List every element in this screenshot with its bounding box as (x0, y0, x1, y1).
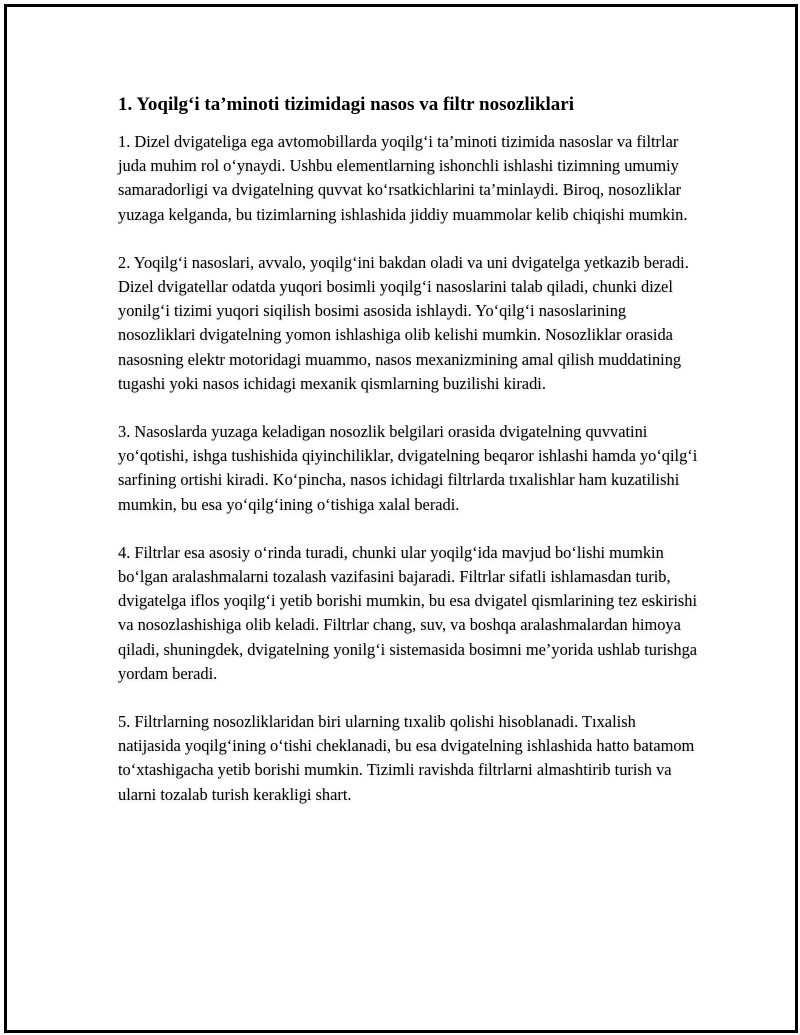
document-body (118, 92, 698, 831)
section-heading: 1. Yoqilg‘i ta’minoti tizimidagi nasos va filtr nosozliklari (118, 94, 575, 115)
paragraph-3: 3. Nasoslarda yuzaga keladigan nosozlik belgilari orasida dvigatelning quvvatini yo‘qotishi, ishga tushishida qiyinchiliklar, dvigatelning beqaror ishlashi hamda yo‘qilg‘i sarfining ortishi kiradi. Ko‘pincha, nasos ichidagi filtrlarda tıxalishlar ham kuzatilishi mumkin, bu esa yo‘qilg‘ining o‘tishiga xalal beradi. (118, 422, 698, 514)
paragraph-2: 2. Yoqilg‘i nasoslari, avvalo, yoqilg‘ini bakdan oladi va uni dvigatelga yetkazib beradi. Dizel dvigatellar odatda yuqori bosimli yoqilg‘i nasoslarini talab qiladi, chunki dizel yonilg‘i tizimi yuqori siqilish bosimi asosida ishlaydi. Yo‘qilg‘i nasoslarining nosozliklari dvigatelning yomon ishlashiga olib kelishi mumkin. Nosozliklar orasida nasosning elektr motoridagi muammo, nasos mexanizmining amal qilish muddatining tugashi yoki nasos ichidagi mexanik qismlarning buzilishi kiradi. (118, 252, 689, 393)
paragraph-1: 1. Dizel dvigateliga ega avtomobillarda yoqilg‘i ta’minoti tizimida nasoslar va filtrlar juda muhim rol o‘ynaydi. Ushbu elementlarning ishonchli ishlashi tizimning umumiy samaradorligi va dvigatelning quvvat ko‘rsatkichlarini ta’minlaydi. Biroq, nosozliklar yuzaga kelganda, bu tizimlarning ishlashida jiddiy muammolar kelib chiqishi mumkin. (118, 132, 688, 224)
paragraph-4: 4. Filtrlar esa asosiy o‘rinda turadi, chunki ular yoqilg‘ida mavjud bo‘lishi mumkin bo‘lgan aralashmalarni tozalash vazifasini bajaradi. Filtrlar sifatli ishlamasdan turib, dvigatelga iflos yoqilg‘i yetib borishi mumkin, bu esa dvigatel qismlarining tez eskirishi va nosozlashishiga olib keladi. Filtrlar chang, suv, va boshqa aralashmalardan himoya qiladi, shuningdek, dvigatelning yonilg‘i sistemasida bosimni me’yorida ushlab turishga yordam beradi. (118, 542, 698, 683)
paragraph-5: 5. Filtrlarning nosozliklaridan biri ularning tıxalib qolishi hisoblanadi. Tıxalish natijasida yoqilg‘ining o‘tishi cheklanadi, bu esa dvigatelning ishlashida hatto batamom to‘xtashigacha yetib borishi mumkin. Tizimli ravishda filtrlarni almashtirib turish va ularni tozalab turish kerakligi shart. (118, 712, 695, 804)
